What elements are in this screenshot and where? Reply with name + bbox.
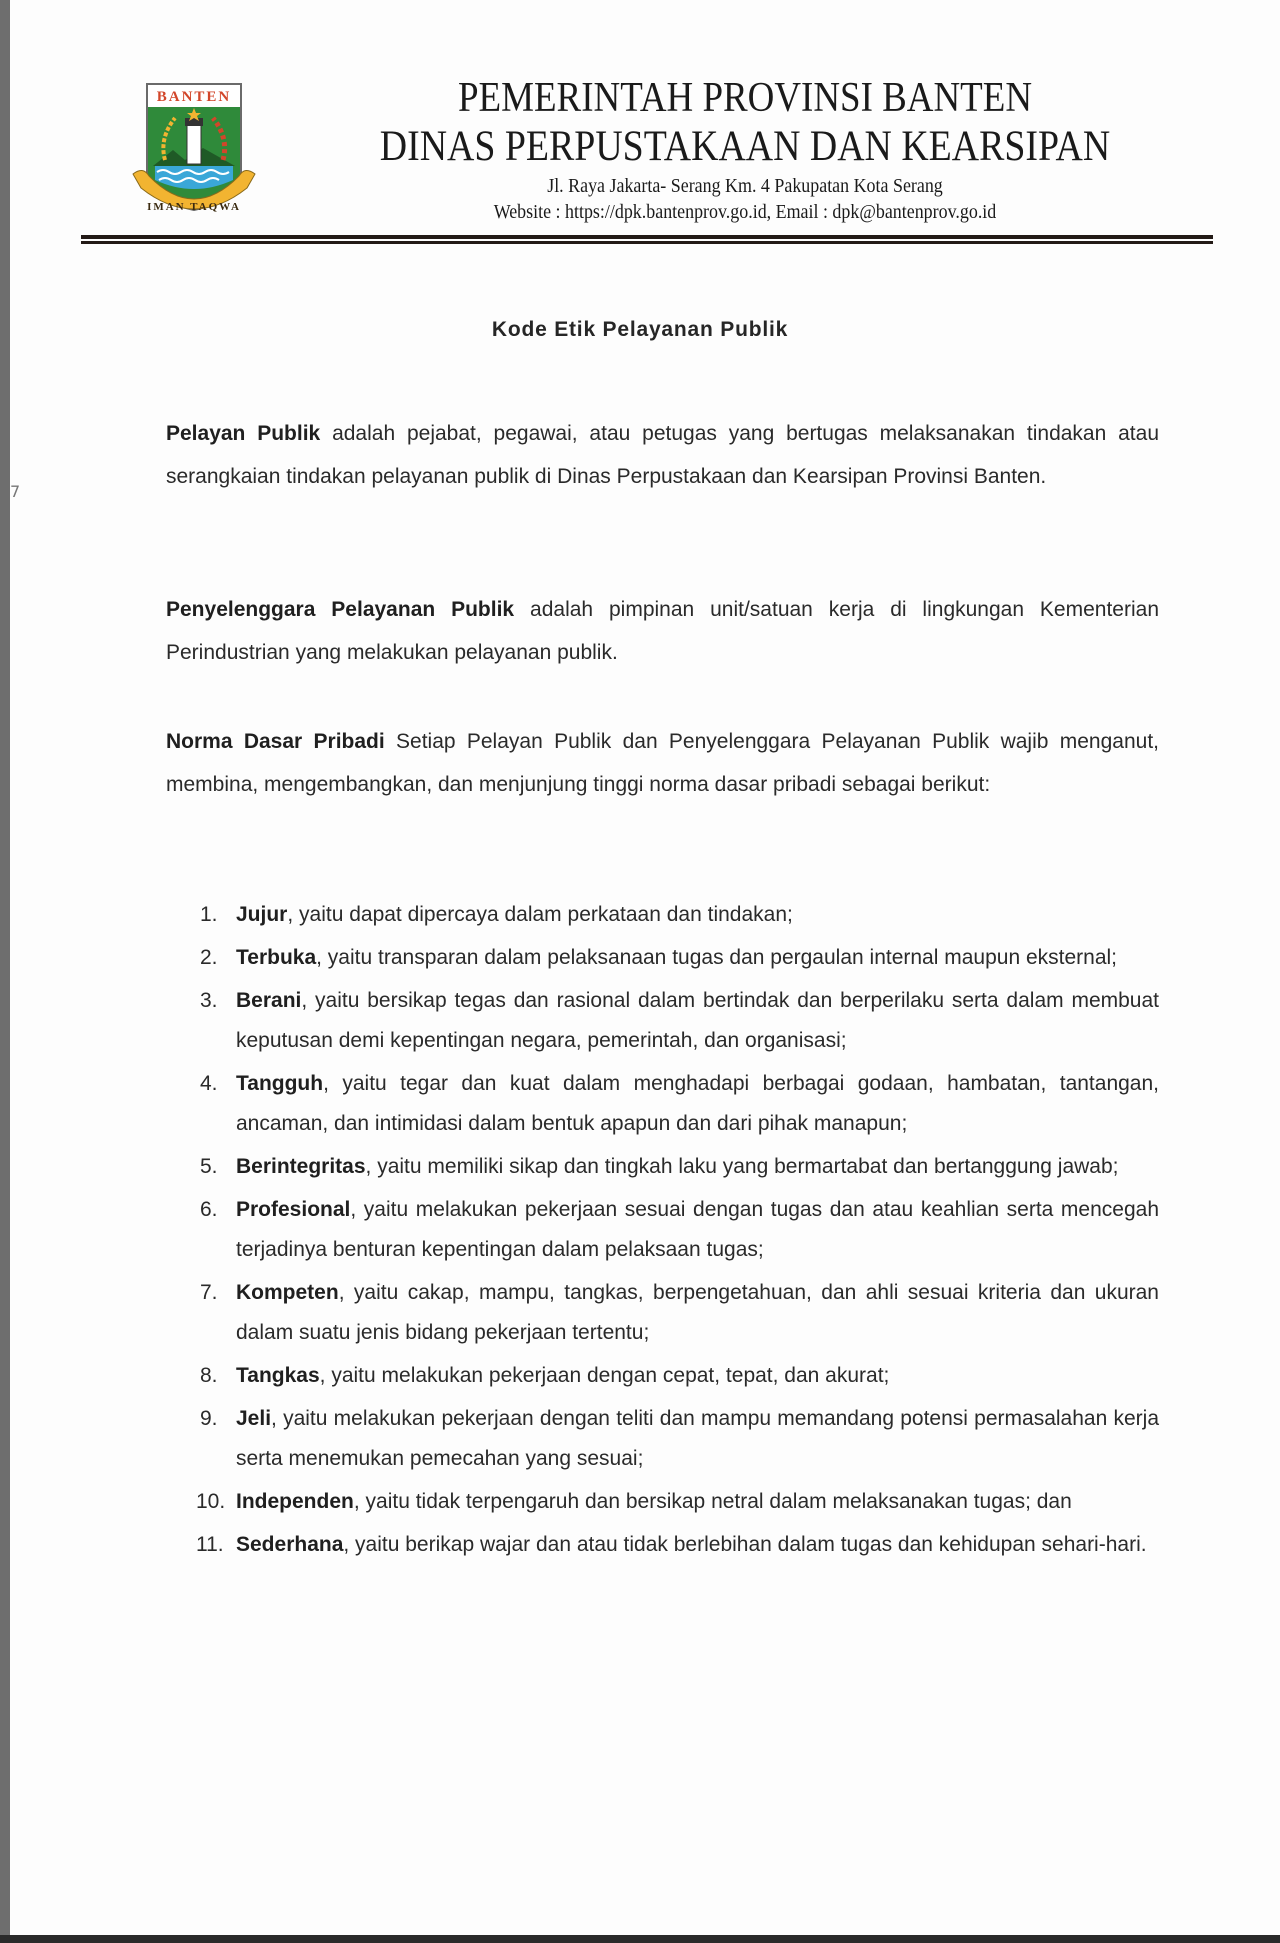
letterhead-divider-thin bbox=[81, 241, 1213, 244]
item-number: 7. bbox=[200, 1281, 218, 1304]
item-term: Terbuka bbox=[236, 946, 317, 969]
item-term: Independen bbox=[236, 1490, 354, 1513]
paragraph-term: Pelayan Publik bbox=[166, 422, 321, 445]
list-item bbox=[166, 981, 1159, 1061]
item-text: , yaitu cakap, mampu, tangkas, berpengetahuan, dan ahli sesuai kriteria dan ukuran dalam suatu jenis bidang pekerjaan tertentu; bbox=[236, 1281, 1159, 1344]
item-term: Berani bbox=[236, 989, 302, 1012]
item-term: Berintegritas bbox=[236, 1155, 366, 1178]
margin-mark: 7 bbox=[10, 482, 21, 501]
paragraph-pelayan-publik bbox=[166, 412, 1159, 498]
item-term: Tangkas bbox=[236, 1364, 320, 1387]
logo-motto-text: IMAN TAQWA bbox=[147, 201, 241, 213]
item-text: , yaitu bersikap tegas dan rasional dalam bertindak dan berperilaku serta dalam membuat keputusan demi kepentingan negara, pemerintah, dan organisasi; bbox=[236, 989, 1159, 1052]
list-item bbox=[166, 1190, 1159, 1270]
paragraph-text: adalah pimpinan unit/satuan kerja di lingkungan Kementerian Perindustrian yang melakukan pelayanan publik. bbox=[166, 598, 1159, 664]
paragraph-text: adalah pejabat, pegawai, atau petugas yang bertugas melaksanakan tindakan atau serangkaian tindakan pelayanan publik di Dinas Perpustakaan dan Kearsipan Provinsi Banten. bbox=[166, 422, 1159, 488]
item-number: 3. bbox=[200, 989, 218, 1012]
item-term: Kompeten bbox=[236, 1281, 339, 1304]
letterhead-government: PEMERINTAH PROVINSI BANTEN bbox=[457, 75, 1033, 121]
item-text: , yaitu melakukan pekerjaan sesuai dengan tugas dan atau keahlian serta mencegah terjadinya benturan kepentingan dalam pelaksaan tugas; bbox=[236, 1198, 1159, 1261]
letterhead-contact: Website : https://dpk.bantenprov.go.id, Email : dpk@bantenprov.go.id bbox=[493, 202, 997, 223]
item-text: , yaitu melakukan pekerjaan dengan cepat, tepat, dan akurat; bbox=[319, 1364, 890, 1387]
item-number: 10. bbox=[196, 1490, 226, 1513]
list-item bbox=[166, 895, 1159, 935]
list-item bbox=[166, 1482, 1159, 1522]
item-number: 9. bbox=[200, 1407, 218, 1430]
item-term: Tangguh bbox=[236, 1072, 324, 1095]
item-number: 2. bbox=[200, 946, 218, 969]
logo-banner-text: BANTEN bbox=[156, 89, 232, 105]
list-item bbox=[166, 1273, 1159, 1353]
item-text: , yaitu tidak terpengaruh dan bersikap netral dalam melaksanakan tugas; dan bbox=[353, 1490, 1072, 1513]
list-item bbox=[166, 1399, 1159, 1479]
item-number: 11. bbox=[196, 1533, 224, 1556]
paragraph-term: Norma Dasar Pribadi bbox=[166, 730, 385, 753]
list-item bbox=[166, 938, 1159, 978]
letterhead bbox=[270, 74, 1220, 226]
paragraph-text: Setiap Pelayan Publik dan Penyelenggara Pelayanan Publik wajib menganut, membina, mengembangkan, dan menjunjung tinggi norma dasar pribadi sebagai berikut: bbox=[166, 730, 1159, 796]
banten-coat-of-arms-icon bbox=[125, 80, 263, 226]
norma-list bbox=[166, 895, 1159, 1565]
item-text: , yaitu transparan dalam pelaksanaan tugas dan pergaulan internal maupun eksternal; bbox=[316, 946, 1118, 969]
paragraph-penyelenggara bbox=[166, 588, 1159, 674]
list-item bbox=[166, 1525, 1159, 1565]
letterhead-agency: DINAS PERPUSTAKAAN DAN KEARSIPAN bbox=[379, 123, 1111, 170]
item-number: 1. bbox=[200, 903, 218, 926]
item-number: 5. bbox=[200, 1155, 218, 1178]
item-text: , yaitu melakukan pekerjaan dengan teliti dan mampu memandang potensi permasalahan kerja serta menemukan pemecahan yang sesuai; bbox=[236, 1407, 1159, 1470]
paragraph-term: Penyelenggara Pelayanan Publik bbox=[166, 598, 515, 621]
item-number: 8. bbox=[200, 1364, 218, 1387]
item-text: , yaitu memiliki sikap dan tingkah laku yang bermartabat dan bertanggung jawab; bbox=[365, 1155, 1119, 1178]
item-number: 6. bbox=[200, 1198, 218, 1221]
item-text: , yaitu tegar dan kuat dalam menghadapi berbagai godaan, hambatan, tantangan, ancaman, dan intimidasi dalam bentuk apapun dan dari pihak manapun; bbox=[236, 1072, 1159, 1135]
item-term: Jeli bbox=[236, 1407, 272, 1430]
item-text: , yaitu berikap wajar dan atau tidak berlebihan dalam tugas dan kehidupan sehari-hari. bbox=[343, 1533, 1147, 1556]
letterhead-address: Jl. Raya Jakarta- Serang Km. 4 Pakupatan Kota Serang bbox=[547, 176, 943, 197]
item-text: , yaitu dapat dipercaya dalam perkataan dan tindakan; bbox=[287, 903, 793, 926]
list-item bbox=[166, 1356, 1159, 1396]
paragraph-norma-dasar bbox=[166, 720, 1159, 806]
document-title: Kode Etik Pelayanan Publik bbox=[491, 318, 789, 341]
list-item bbox=[166, 1064, 1159, 1144]
list-item bbox=[166, 1147, 1159, 1187]
item-number: 4. bbox=[200, 1072, 218, 1095]
item-term: Jujur bbox=[236, 903, 288, 926]
letterhead-divider-thick bbox=[81, 235, 1213, 239]
item-term: Profesional bbox=[236, 1198, 351, 1221]
item-term: Sederhana bbox=[236, 1533, 344, 1556]
